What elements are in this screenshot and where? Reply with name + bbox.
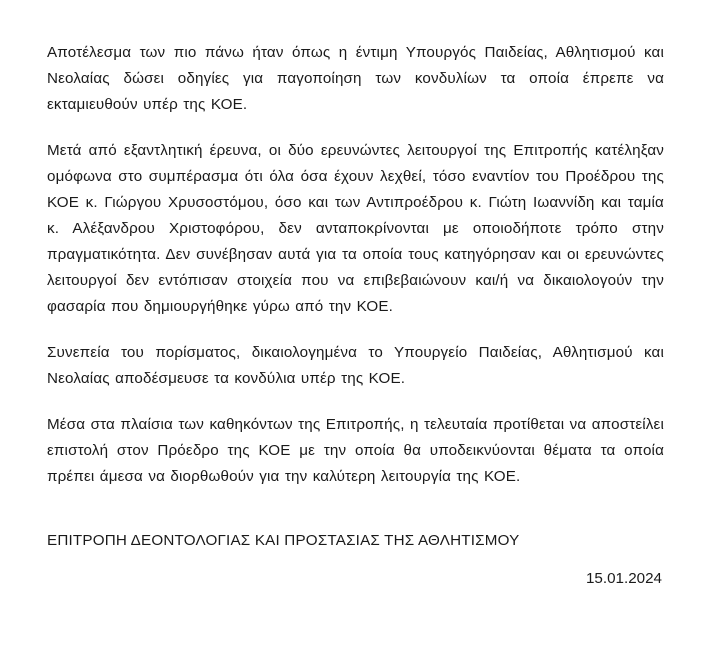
committee-signature: ΕΠΙΤΡΟΠΗ ΔΕΟΝΤΟΛΟΓΙΑΣ ΚΑΙ ΠΡΟΣΤΑΣΙΑΣ ΤΗΣ ΑΘΛΗΤΙΣΜΟΥ bbox=[47, 532, 520, 549]
paragraph-committee-letter: Μέσα στα πλαίσια των καθηκόντων της Επιτροπής, η τελευταία προτίθεται να αποστείλει επιστολή στον Πρόεδρο της ΚΟΕ με την οποία θα υποδεικνύονται θέματα τα οποία πρέπει άμεσα να διορθωθούν για την καλύτερη λειτουργία της ΚΟΕ. bbox=[47, 416, 664, 485]
paragraph-investigation-findings: Μετά από εξαντλητική έρευνα, οι δύο ερευνώντες λειτουργοί της Επιτροπής κατέληξαν ομόφωνα στο συμπέρασμα ότι όλα όσα έχουν λεχθεί, τόσο εναντίον του Προέδρου της ΚΟΕ κ. Γιώργου Χρυσοστόμου, όσο και των Αντιπροέδρου κ. Γιώτη Ιωαννίδη και ταμία κ. Αλέξανδρου Χριστοφόρου, δεν ανταποκρίνονται με οποιοδήποτε τρόπο στην πραγματικότητα. Δεν συνέβησαν αυτά για τα οποία τους κατηγόρησαν και οι ερευνώντες λειτουργοί δεν εντόπισαν στοιχεία που να επιβεβαιώνουν και/ή να δικαιολογούν την φασαρία που δημιουργήθηκε γύρω από την ΚΟΕ. bbox=[47, 142, 664, 315]
document-body bbox=[47, 40, 664, 510]
document-date: 15.01.2024 bbox=[585, 570, 662, 587]
paragraph-funding-freeze: Αποτέλεσμα των πιο πάνω ήταν όπως η έντιμη Υπουργός Παιδείας, Αθλητισμού και Νεολαίας δώσει οδηγίες για παγοποίηση των κονδυλίων τα οποία έπρεπε να εκταμιευθούν υπέρ της ΚΟΕ. bbox=[47, 44, 664, 113]
paragraph-funds-released: Συνεπεία του πορίσματος, δικαιολογημένα το Υπουργείο Παιδείας, Αθλητισμού και Νεολαίας αποδέσμευσε τα κονδύλια υπέρ της ΚΟΕ. bbox=[47, 344, 664, 387]
